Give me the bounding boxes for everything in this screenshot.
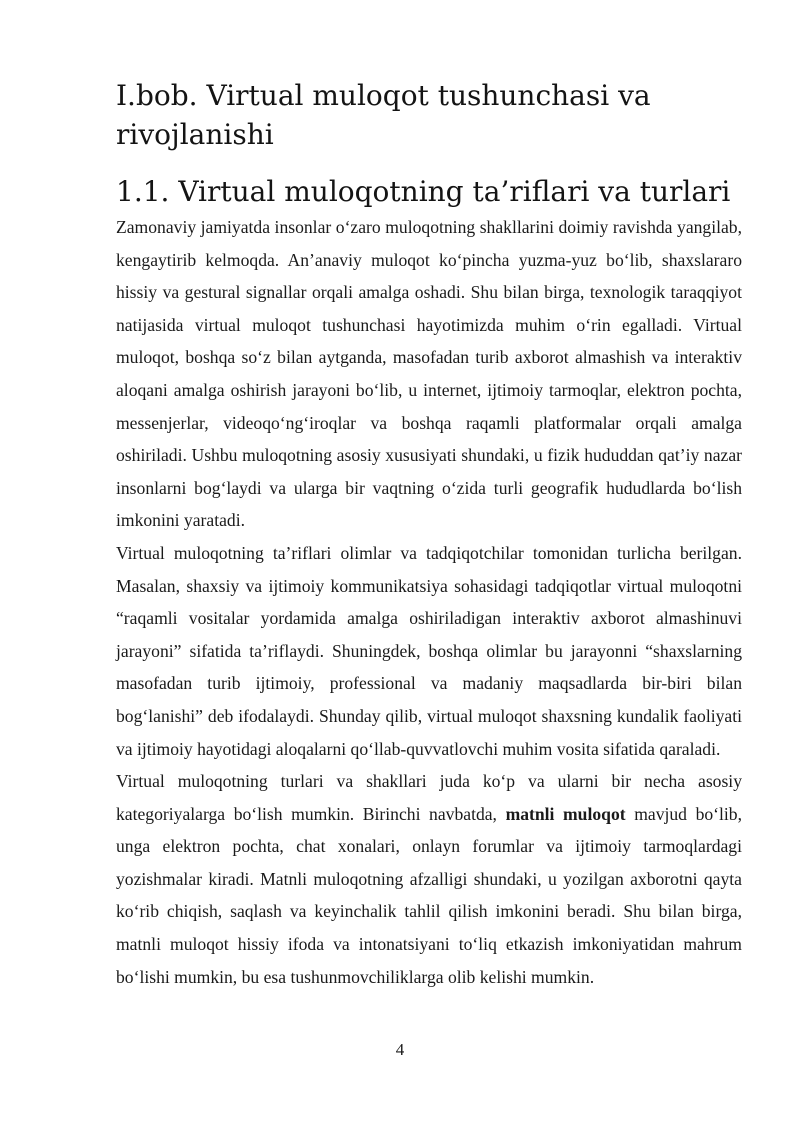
chapter-title: I.bob. Virtual muloqot tushunchasi va rivojlanishi [116, 79, 651, 151]
body-text [116, 211, 742, 993]
section-title: 1.1. Virtual muloqotning ta’riflari va turlari [116, 175, 731, 208]
paragraph-3 [116, 765, 742, 993]
paragraph-2: Virtual muloqotning ta’riflari olimlar va tadqiqotchilar tomonidan turlicha berilgan. Masalan, shaxsiy va ijtimoiy kommunikatsiya sohasidagi tadqiqotlar virtual muloqotni “raqamli vositalar yordamida amalga oshiriladigan interaktiv axborot almashinuvi jarayoni” sifatida ta’riflaydi. Shuningdek, boshqa olimlar bu jarayonni “shaxslarning masofadan turib ijtimoiy, professional va madaniy maqsadlarda bir-biri bilan bog‘lanishi” deb ifodalaydi. Shunday qilib, virtual muloqot shaxsning kundalik faoliyati va ijtimoiy hayotidagi aloqalarni qo‘llab-quvvatlovchi muhim vosita sifatida qaraladi. [116, 542, 742, 759]
paragraph-1: Zamonaviy jamiyatda insonlar o‘zaro muloqotning shakllarini doimiy ravishda yangilab, kengaytirib kelmoqda. An’anaviy muloqot ko‘pincha yuzma-yuz bo‘lib, shaxslararo hissiy va gestural signallar orqali amalga oshadi. Shu bilan birga, texnologik taraqqiyot natijasida virtual muloqot tushunchasi hayotimizda muhim o‘rin egalladi. Virtual muloqot, boshqa so‘z bilan aytganda, masofadan turib axborot almashish va interaktiv aloqani amalga oshirish jarayoni bo‘lib, u internet, ijtimoiy tarmoqlar, elektron pochta, messenjerlar, videoqo‘ng‘iroqlar va boshqa raqamli platformalar orqali amalga oshiriladi. Ushbu muloqotning asosiy xususiyati shundaki, u fizik hududdan qat’iy nazar insonlarni bog‘laydi va ularga bir vaqtning o‘zida turli geografik hududlarda bo‘lish imkonini yaratadi. [116, 217, 742, 531]
paragraph-3-end: mavjud bo‘lib, unga elektron pochta, chat xonalari, onlayn forumlar va ijtimoiy tarmoqlardagi yozishmalar kiradi. Matnli muloqotning afzalligi shundaki, u yozilgan axborotni qayta ko‘rib chiqish, saqlash va keyinchalik tahlil qilish imkonini beradi. Shu bilan birga, matnli muloqot hissiy ifoda va intonatsiyani to‘liq etkazish imkoniyatidan mahrum bo‘lishi mumkin, bu esa tushunmovchiliklarga olib kelishi mumkin. [116, 803, 742, 987]
paragraph-3-start: Virtual muloqotning turlari va shakllari juda ko‘p va ularni bir necha asosiy kategoriyalarga bo‘lish mumkin. Birinchi navbatda, [116, 771, 742, 824]
bold-term: matnli muloqot [505, 803, 626, 824]
page-number: 4 [395, 1040, 405, 1059]
